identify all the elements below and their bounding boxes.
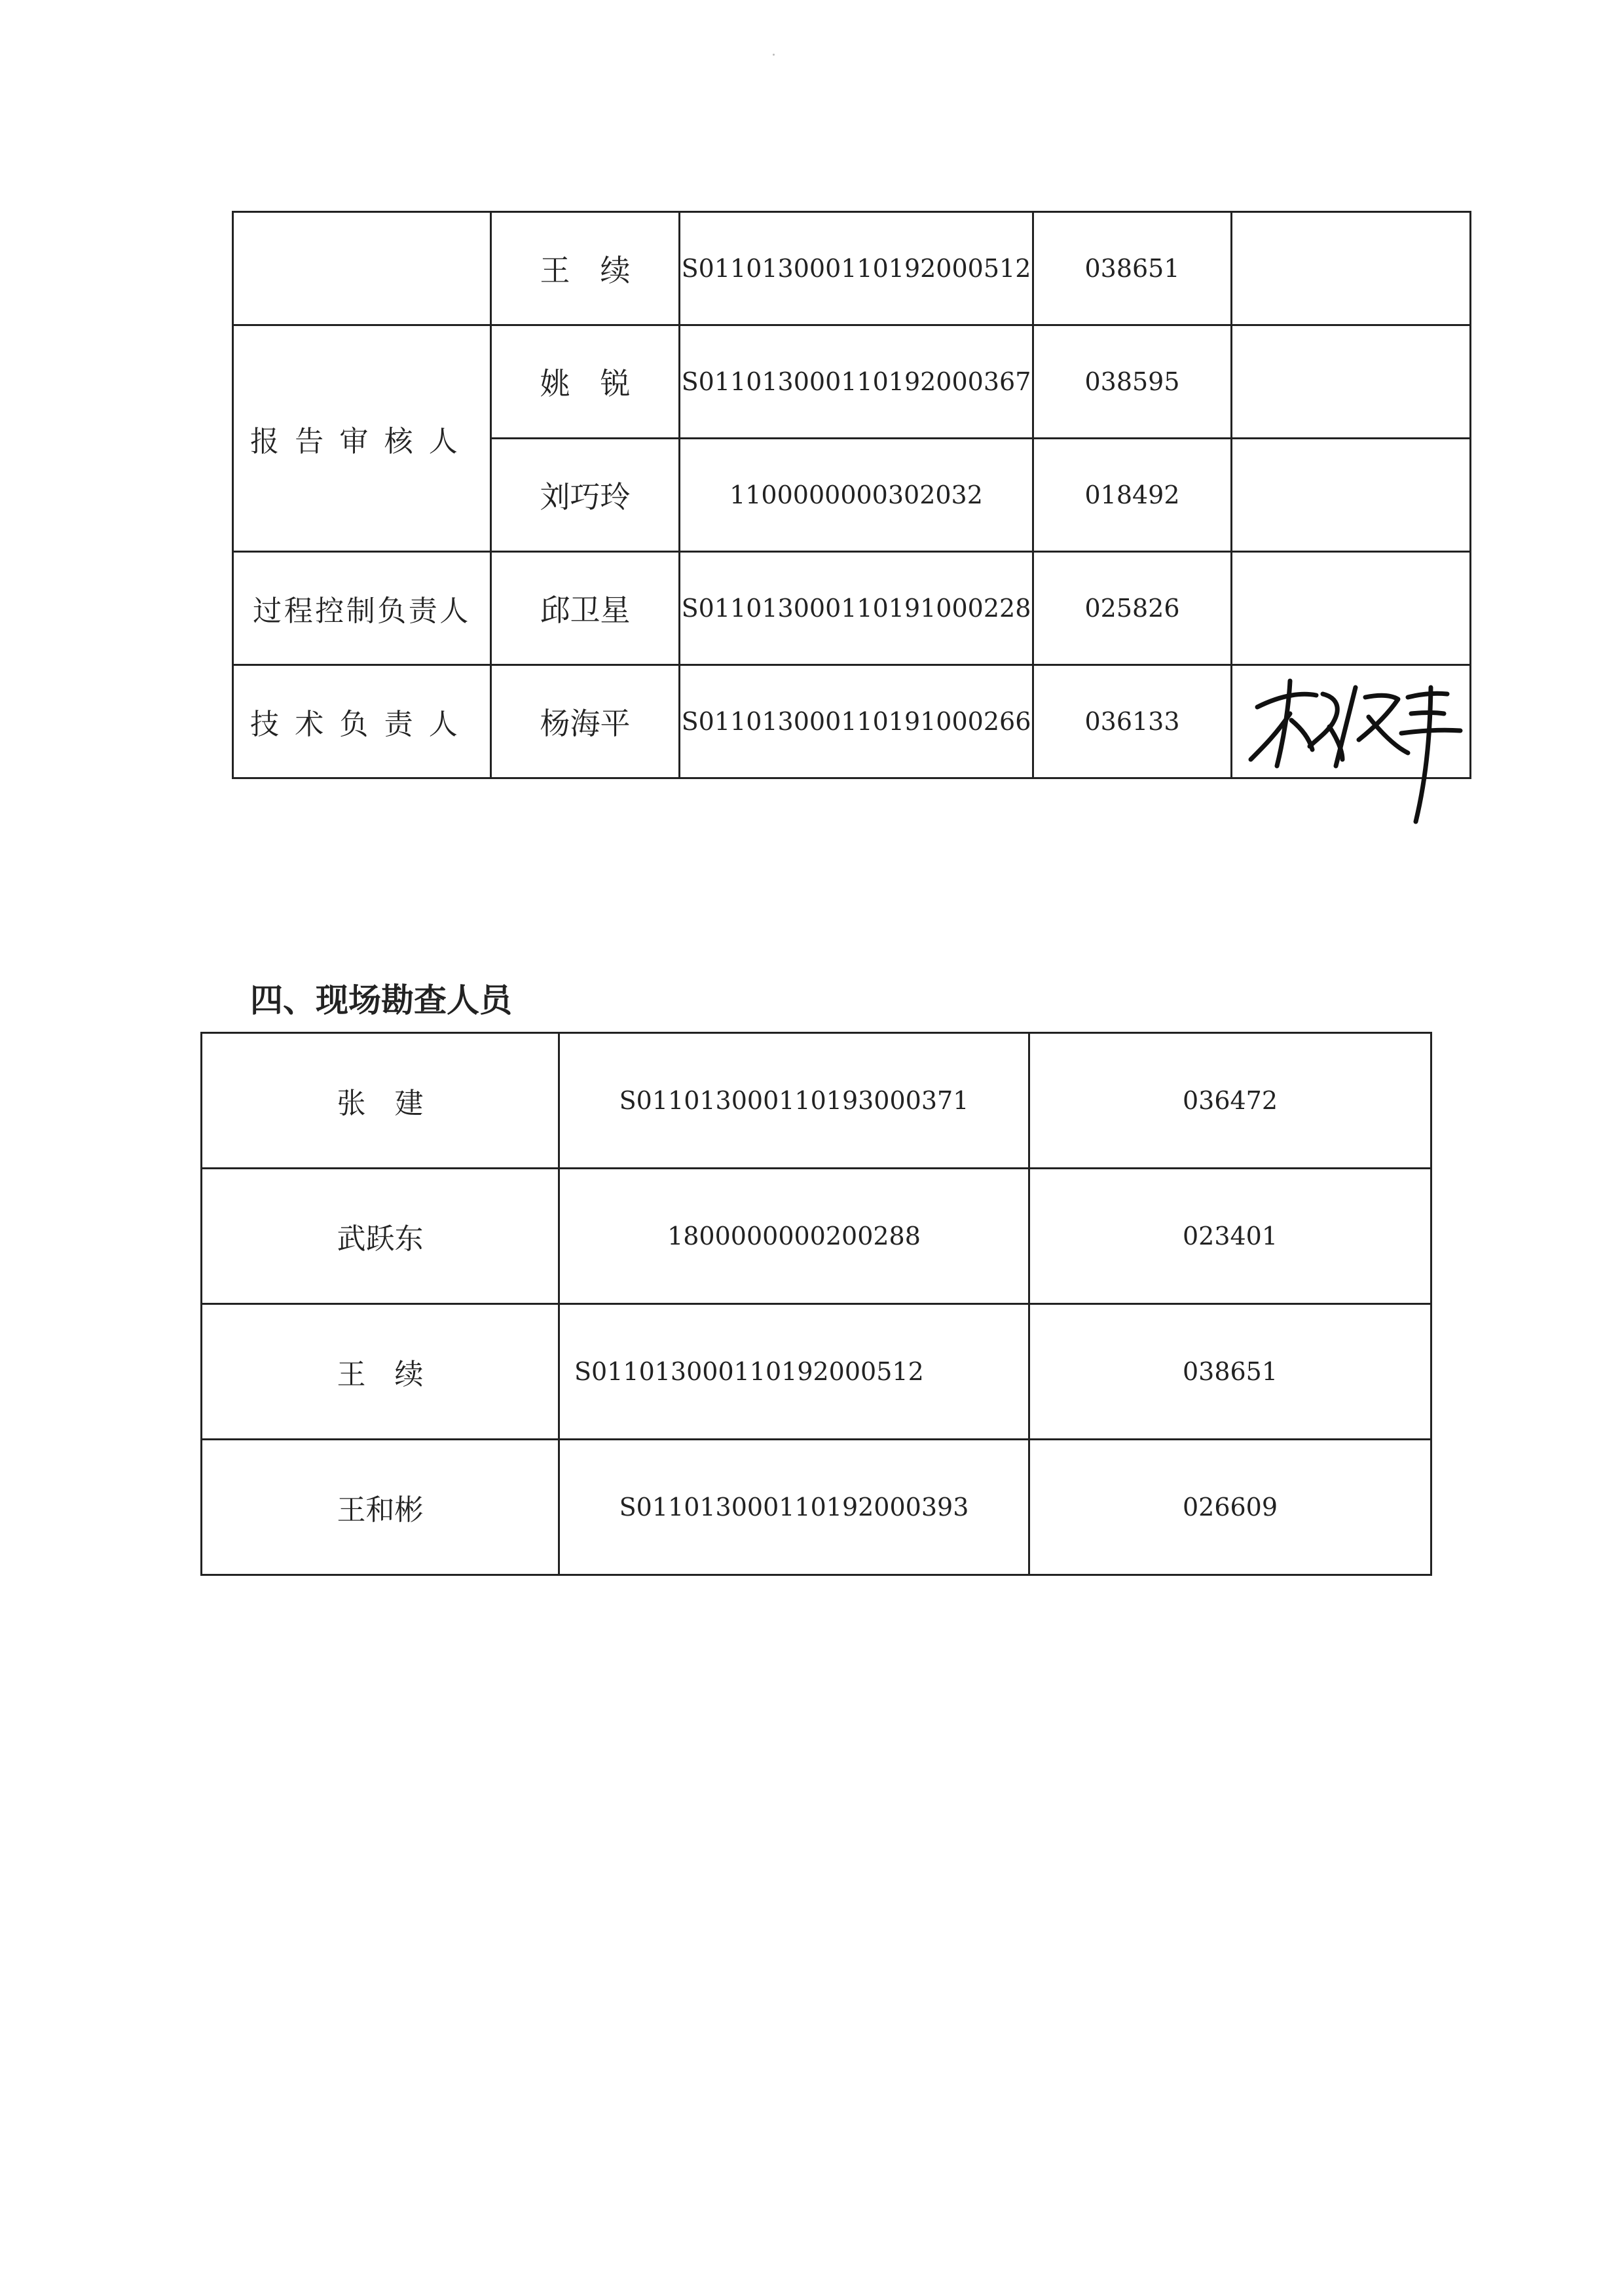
code-cell: 038651 <box>1033 212 1232 325</box>
name-cell: 邱卫星 <box>491 552 680 665</box>
cert-number-cell: S011013000110191000228 <box>680 552 1033 665</box>
code-cell: 023401 <box>1029 1169 1431 1304</box>
code-cell: 018492 <box>1033 439 1232 552</box>
role-cell: 技术负责人 <box>233 665 491 778</box>
signature-cell <box>1232 552 1471 665</box>
signature-cell <box>1232 325 1471 439</box>
cert-number-cell: 1100000000302032 <box>680 439 1033 552</box>
role-cell <box>233 212 491 325</box>
signature-cell <box>1232 212 1471 325</box>
name-cell: 杨海平 <box>491 665 680 778</box>
handwritten-signature <box>1244 668 1467 831</box>
cert-number-cell: S011013000110192000393 <box>559 1440 1029 1575</box>
name-cell: 王和彬 <box>202 1440 559 1575</box>
name-cell: 姚 锐 <box>491 325 680 439</box>
cert-number-cell: S011013000110191000266 <box>680 665 1033 778</box>
name-cell: 张 建 <box>202 1033 559 1169</box>
table-row <box>202 1033 1431 1169</box>
name-cell: 武跃东 <box>202 1169 559 1304</box>
code-cell: 036472 <box>1029 1033 1431 1169</box>
table-row <box>202 1304 1431 1440</box>
table-row <box>233 212 1471 325</box>
section-heading: 四、现场勘查人员 <box>250 981 512 1019</box>
name-cell: 王 续 <box>491 212 680 325</box>
site-survey-personnel-table <box>200 1032 1432 1576</box>
table-row <box>233 552 1471 665</box>
cert-number-cell: S011013000110192000367 <box>680 325 1033 439</box>
code-cell: 038595 <box>1033 325 1232 439</box>
name-cell: 王 续 <box>202 1304 559 1440</box>
code-cell: 025826 <box>1033 552 1232 665</box>
table-row <box>233 325 1471 439</box>
cert-number-cell: 1800000000200288 <box>559 1169 1029 1304</box>
scan-speck <box>773 54 775 56</box>
code-cell: 036133 <box>1033 665 1232 778</box>
role-cell: 过程控制负责人 <box>233 552 491 665</box>
code-cell: 038651 <box>1029 1304 1431 1440</box>
cert-number-cell: S011013000110193000371 <box>559 1033 1029 1169</box>
role-cell: 报告审核人 <box>233 325 491 552</box>
name-cell: 刘巧玲 <box>491 439 680 552</box>
table-row <box>202 1440 1431 1575</box>
signature-cell <box>1232 439 1471 552</box>
cert-number-cell: S011013000110192000512 <box>559 1304 1029 1440</box>
cert-number-cell: S011013000110192000512 <box>680 212 1033 325</box>
code-cell: 026609 <box>1029 1440 1431 1575</box>
table-row <box>202 1169 1431 1304</box>
